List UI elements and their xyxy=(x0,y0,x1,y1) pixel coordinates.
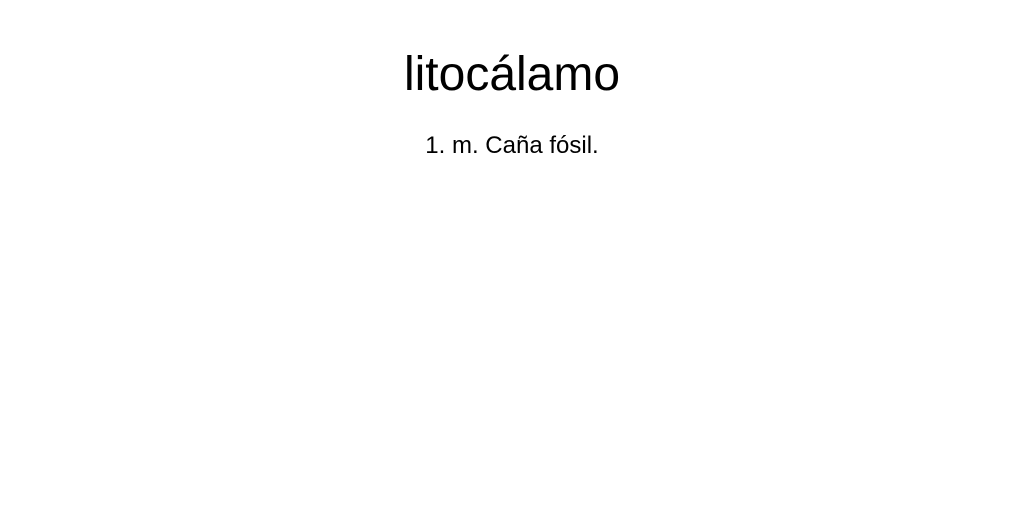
headword: litocálamo xyxy=(403,48,621,101)
definition-1: 1. m. Caña fósil. xyxy=(425,132,599,159)
